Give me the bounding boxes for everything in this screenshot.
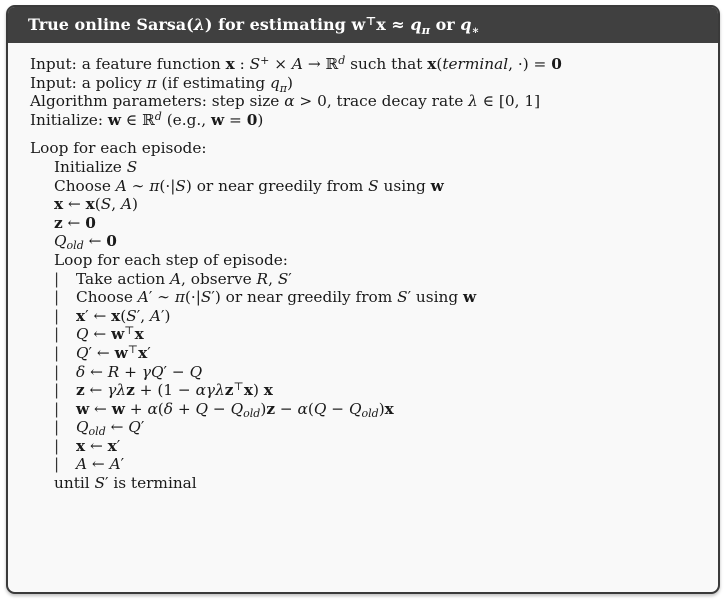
episode-line: Initialize S: [54, 157, 138, 176]
step-line: | Q ← w⊤x: [54, 324, 144, 344]
step-line: | z ← γλz + (1 − αγλz⊤x) x: [54, 380, 273, 400]
episode-line: Qold ← 0: [54, 232, 117, 253]
step-line: | w ← w + α(δ + Q − Qold)z − α(Q − Qold)x: [54, 399, 394, 420]
episode-line: Choose A ∼ π(·|S) or near greedily from S using w: [54, 176, 444, 195]
step-line: | x′ ← x(S′, A′): [54, 306, 171, 325]
preamble-line: Input: a feature function x : S+ × A → ℝ$^d$ such that x(terminal, ·) = 0: [30, 54, 562, 73]
step-loop-header: Loop for each step of episode:: [54, 250, 288, 269]
step-line: | δ ← R + γQ′ − Q: [54, 362, 203, 381]
step-line: | Take action A, observe R, S′: [54, 269, 292, 288]
algorithm-box: [6, 5, 720, 594]
episode-line: z ← 0: [54, 213, 96, 232]
preamble-line: Initialize: w ∈ ℝ$^d$ (e.g., w = 0): [30, 109, 264, 129]
step-line: | Qold ← Q′: [54, 418, 145, 439]
preamble-line: Input: a policy π (if estimating $q_\pi$): [30, 73, 293, 95]
preamble-line: Algorithm parameters: step size α > 0, trace decay rate λ ∈ [0, 1]: [30, 92, 541, 111]
episode-line: x ← x(S, A): [54, 195, 139, 214]
episode-loop-body: [30, 158, 718, 493]
step-line: | x ← x′: [54, 436, 121, 455]
episode-loop-header: Loop for each episode:: [30, 139, 207, 158]
algorithm-title: True online Sarsa(λ) for estimating $w^⊤x \approx q_\pi$ or $q_∗$: [8, 7, 718, 43]
step-line: | Q′ ← w⊤x′: [54, 342, 151, 362]
until-line: until S′ is terminal: [54, 474, 197, 493]
step-line: | A ← A′: [54, 455, 125, 474]
step-line: | Choose A′ ∼ π(·|S′) or near greedily from S′ using w: [54, 288, 477, 307]
step-loop-body: [54, 270, 718, 475]
algorithm-body: [8, 43, 718, 493]
